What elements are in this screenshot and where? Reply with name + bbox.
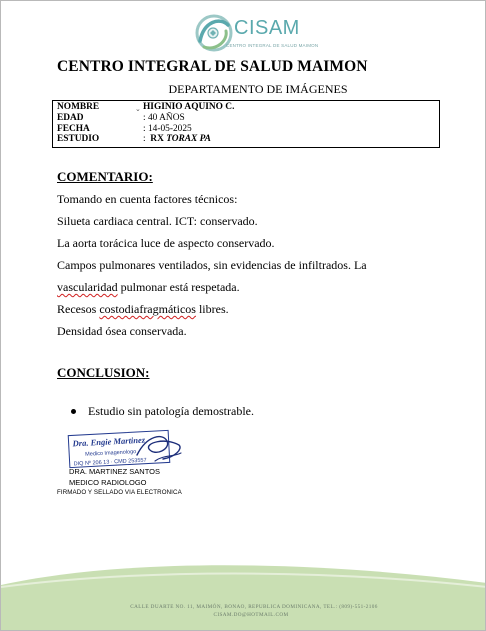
study-prefix: : (143, 134, 146, 144)
study-view: TORAX PA (166, 134, 211, 144)
conclusion-heading: CONCLUSION: (57, 365, 150, 380)
signatory-title: MEDICO RADIOLOGO (69, 478, 147, 487)
svg-text:Medico Imagenologo: Medico Imagenologo (85, 449, 137, 458)
spellcheck-word: costodiafragmáticos (99, 302, 196, 316)
comment-line-5 (57, 280, 240, 295)
svg-text:Dra. Engie Martinez: Dra. Engie Martinez (72, 434, 146, 449)
insert-mark-icon: ⌄ (135, 105, 141, 113)
age-label: EDAD (57, 113, 84, 123)
conclusion-bullet (71, 404, 254, 419)
patient-info-box (52, 100, 440, 148)
svg-text:DIQ Nº 206 13 · CMD 253557: DIQ Nº 206 13 · CMD 253557 (73, 457, 147, 468)
comment-line-2: Silueta cardiaca central. ICT: conservado. (57, 214, 258, 228)
footer-address: CALLE DUARTE NO. 11, MAIMÓN, BONAO, REPUBLICA DOMINICANA, TEL.: (809)-551-2106 (130, 604, 378, 610)
comment-line-6-prefix: Recesos (57, 302, 100, 316)
study-type: RX (150, 134, 164, 144)
study-value (143, 134, 211, 144)
comment-line-5-rest: pulmonar está respetada. (117, 280, 240, 294)
date-value: : 14-05-2025 (143, 124, 192, 134)
cisam-logo (190, 11, 319, 55)
logo-swirl-icon (190, 11, 236, 55)
name-label: NOMBRE (57, 102, 100, 112)
age-value: : 40 AÑOS (143, 113, 185, 123)
logo-subtitle: CENTRO INTEGRAL DE SALUD MAIMON (226, 43, 319, 48)
logo-wordmark: CISAM (234, 17, 300, 39)
spellcheck-word: vascularidad (57, 280, 118, 294)
center-title: CENTRO INTEGRAL DE SALUD MAIMON (57, 58, 368, 75)
date-label: FECHA (57, 124, 90, 134)
comment-line-6-rest: libres. (195, 302, 229, 316)
comentario-heading: COMENTARIO: (57, 169, 153, 184)
signatory-name: DRA. MARTINEZ SANTOS (69, 467, 160, 476)
comment-line-6 (57, 302, 229, 317)
footer-email[interactable]: CISAM.DO@HOTMAIL.COM (213, 612, 289, 618)
conclusion-text: Estudio sin patología demostrable. (88, 404, 254, 418)
study-label: ESTUDIO (57, 134, 100, 144)
name-value: HIGINIO AQUINO C. (143, 102, 235, 112)
footer-wave (1, 565, 486, 631)
comment-line-7: Densidad ósea conservada. (57, 324, 187, 338)
comment-line-4: Campos pulmonares ventilados, sin evidencias de infiltrados. La (57, 258, 367, 272)
bullet-icon (71, 409, 76, 414)
department-title: DEPARTAMENTO DE IMÁGENES (168, 82, 348, 96)
comment-line-1: Tomando en cuenta factores técnicos: (57, 192, 238, 206)
comment-line-3: La aorta torácica luce de aspecto conservado. (57, 236, 275, 250)
signature-note: FIRMADO Y SELLADO VIA ELECTRONICA (57, 489, 182, 496)
